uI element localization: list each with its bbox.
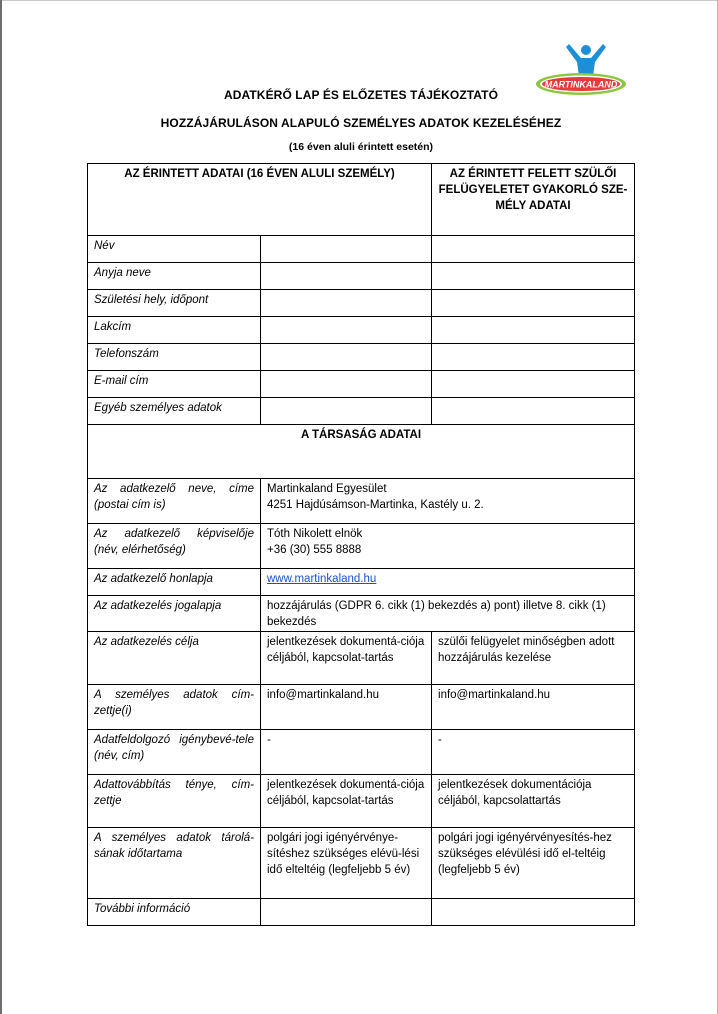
page-border-top: [0, 0, 718, 1]
subject-email-field[interactable]: [261, 371, 432, 398]
processor-subject-value: -: [261, 730, 432, 775]
row-label-email: E-mail cím: [88, 371, 261, 398]
purpose-guardian-value: szülői felügyelet minőségben adott hozzájárulás kezelése: [432, 632, 635, 685]
page-border-left: [0, 0, 2, 1014]
controller-address-line: 4251 Hajdúsámson-Martinka, Kastély u. 2.: [267, 499, 484, 511]
subject-mother-name-field[interactable]: [261, 263, 432, 290]
retention-subject-value: polgári jogi igényérvénye-sítéshez szükséges elévü-lési idő elteltéig (legfeljebb 5 év): [261, 828, 432, 899]
legal-basis-label: Az adatkezelés jogalapja: [88, 596, 261, 632]
further-info-guardian-field[interactable]: [432, 899, 635, 926]
further-info-subject-field[interactable]: [261, 899, 432, 926]
purpose-label: Az adatkezelés célja: [88, 632, 261, 685]
guardian-name-field[interactable]: [432, 236, 635, 263]
controller-website-label: Az adatkezelő honlapja: [88, 569, 261, 596]
subject-birth-field[interactable]: [261, 290, 432, 317]
guardian-other-field[interactable]: [432, 398, 635, 425]
guardian-birth-field[interactable]: [432, 290, 635, 317]
controller-website-cell: [261, 569, 635, 596]
purpose-subject-value: jelentkezések dokumentá-ciója céljából, kapcsolat-tartás: [261, 632, 432, 685]
subject-address-field[interactable]: [261, 317, 432, 344]
retention-guardian-value: polgári jogi igényérvényesítés-hez szükséges elévülési idő el-teltéig (legfeljebb 5 év): [432, 828, 635, 899]
controller-rep-name: Tóth Nikolett elnök: [267, 528, 363, 540]
row-label-address: Lakcím: [88, 317, 261, 344]
retention-label: A személyes adatok tárolá-sának időtartama: [88, 828, 261, 899]
document-note: (16 éven aluli érintett esetén): [288, 141, 434, 153]
processor-guardian-value: -: [432, 730, 635, 775]
row-label-birth: Születési hely, időpont: [88, 290, 261, 317]
row-label-other: Egyéb személyes adatok: [88, 398, 261, 425]
guardian-address-field[interactable]: [432, 317, 635, 344]
transfer-guardian-value: jelentkezések dokumentációja céljából, kapcsolattartás: [432, 775, 635, 828]
transfer-subject-value: jelentkezések dokumentá-ciója céljából, kapcsolat-tartás: [261, 775, 432, 828]
document-subtitle: HOZZÁJÁRULÁSON ALAPULÓ SZEMÉLYES ADATOK KEZELÉSÉHEZ: [160, 116, 562, 130]
guardian-data-header: AZ ÉRINTETT FELETT SZÜLŐI FELÜGYELETET GYAKORLÓ SZE-MÉLY ADATAI: [432, 164, 635, 236]
processor-label: Adatfeldolgozó igénybevé-tele (név, cím): [88, 730, 261, 775]
guardian-phone-field[interactable]: [432, 344, 635, 371]
row-label-name: Név: [88, 236, 261, 263]
subject-name-field[interactable]: [261, 236, 432, 263]
controller-website-link[interactable]: www.martinkaland.hu: [267, 573, 377, 585]
further-info-label: További információ: [88, 899, 261, 926]
subject-data-header: AZ ÉRINTETT ADATAI (16 ÉVEN ALULI SZEMÉLY): [88, 164, 432, 236]
guardian-mother-name-field[interactable]: [432, 263, 635, 290]
subject-other-field[interactable]: [261, 398, 432, 425]
controller-rep-phone: +36 (30) 555 8888: [267, 544, 362, 556]
recipient-label: A személyes adatok cím-zettje(i): [88, 685, 261, 730]
recipient-guardian-value: info@martinkaland.hu: [432, 685, 635, 730]
company-section-header: A TÁRSASÁG ADATAI: [88, 425, 635, 479]
controller-rep-value: [261, 524, 635, 569]
controller-name-label: Az adatkezelő neve, címe (postai cím is): [88, 479, 261, 524]
row-label-phone: Telefonszám: [88, 344, 261, 371]
svg-text:MARTINKALAND: MARTINKALAND: [544, 79, 618, 90]
controller-name-value: [261, 479, 635, 524]
transfer-label: Adattovábbítás ténye, cím-zettje: [88, 775, 261, 828]
guardian-email-field[interactable]: [432, 371, 635, 398]
legal-basis-value: hozzájárulás (GDPR 6. cikk (1) bekezdés a) pont) illetve 8. cikk (1) bekezdés: [261, 596, 635, 632]
row-label-mother-name: Anyja neve: [88, 263, 261, 290]
document-title: ADATKÉRŐ LAP ÉS ELŐZETES TÁJÉKOZTATÓ: [223, 88, 499, 102]
controller-rep-label: Az adatkezelő képviselője (név, elérhetőség): [88, 524, 261, 569]
controller-name-line: Martinkaland Egyesület: [267, 483, 387, 495]
recipient-subject-value: info@martinkaland.hu: [261, 685, 432, 730]
data-request-table: [87, 163, 635, 926]
subject-phone-field[interactable]: [261, 344, 432, 371]
